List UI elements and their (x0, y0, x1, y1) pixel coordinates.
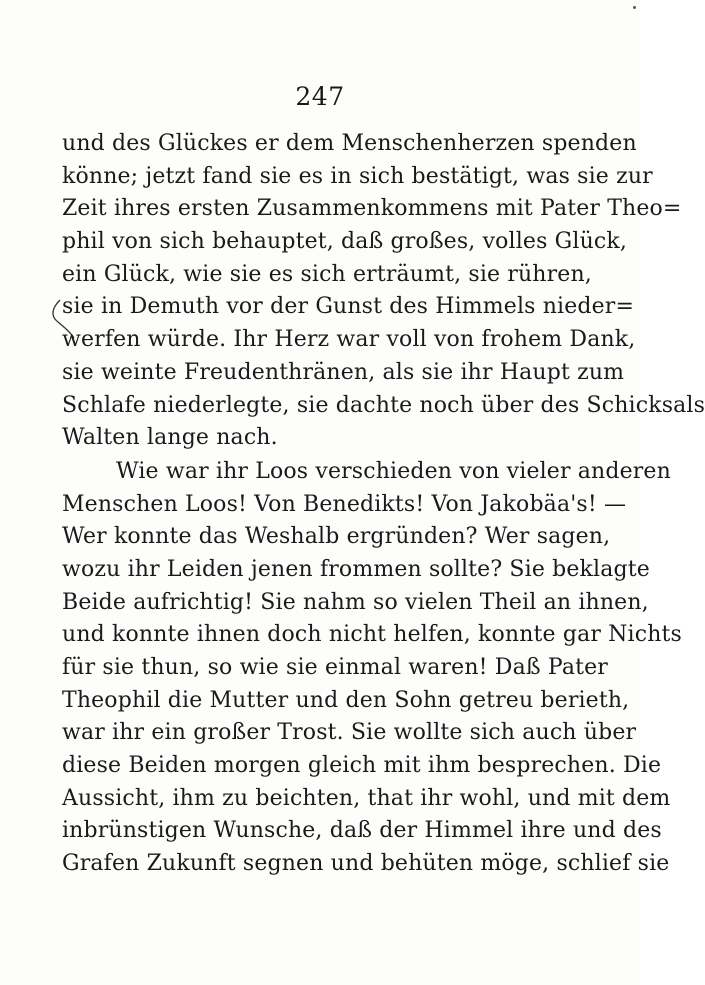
text-line: Walten lange nach. (62, 425, 278, 451)
text-line: Grafen Zukunft segnen und behüten möge, schlief sie (62, 851, 670, 877)
text-line: und des Glückes er dem Menschenherzen spenden (62, 131, 637, 156)
text-line: phil von sich behauptet, daß großes, volles Glück, (62, 229, 627, 255)
text-line: für sie thun, so wie sie einmal waren! Daß Pater (62, 655, 608, 680)
text-line: diese Beiden morgen gleich mit ihm besprechen. Die (62, 753, 662, 779)
text-line: könne; jetzt fand sie es in sich bestätigt, was sie zur (62, 163, 653, 189)
text-line: Menschen Loos! Von Benedikts! Von Jakobäa's! — (62, 491, 627, 517)
text-line: inbrünstigen Wunsche, daß der Himmel ihre und des (62, 818, 662, 844)
text-line: Beide aufrichtig! Sie nahm so vielen Theil an ihnen, (62, 589, 649, 615)
text-line: werfen würde. Ihr Herz war voll von frohem Dank, (62, 327, 636, 353)
text-line: Zeit ihres ersten Zusammenkommens mit Pater Theo= (62, 196, 682, 222)
text-line: und konnte ihnen doch nicht helfen, konnte gar Nichts (62, 622, 682, 648)
text-line: Schlafe niederlegte, sie dachte noch über des Schicksals (62, 392, 705, 418)
body-text (62, 128, 705, 881)
text-line: ein Glück, wie sie es sich erträumt, sie rühren, (62, 261, 592, 287)
page-number: 247 (295, 82, 345, 111)
page-speck (633, 6, 636, 9)
text-line: Wer konnte das Weshalb ergründen? Wer sagen, (62, 524, 611, 550)
text-line: Theophil die Mutter und den Sohn getreu berieth, (62, 687, 630, 713)
text-line: wozu ihr Leiden jenen frommen sollte? Sie beklagte (62, 556, 650, 582)
text-line: Aussicht, ihm zu beichten, that ihr wohl, und mit dem (62, 785, 671, 811)
text-line: Wie war ihr Loos verschieden von vieler anderen (116, 458, 671, 484)
text-line: sie weinte Freudenthränen, als sie ihr Haupt zum (62, 359, 625, 385)
text-line: sie in Demuth vor der Gunst des Himmels nieder= (62, 294, 635, 320)
text-line: war ihr ein großer Trost. Sie wollte sich auch über (62, 720, 637, 746)
